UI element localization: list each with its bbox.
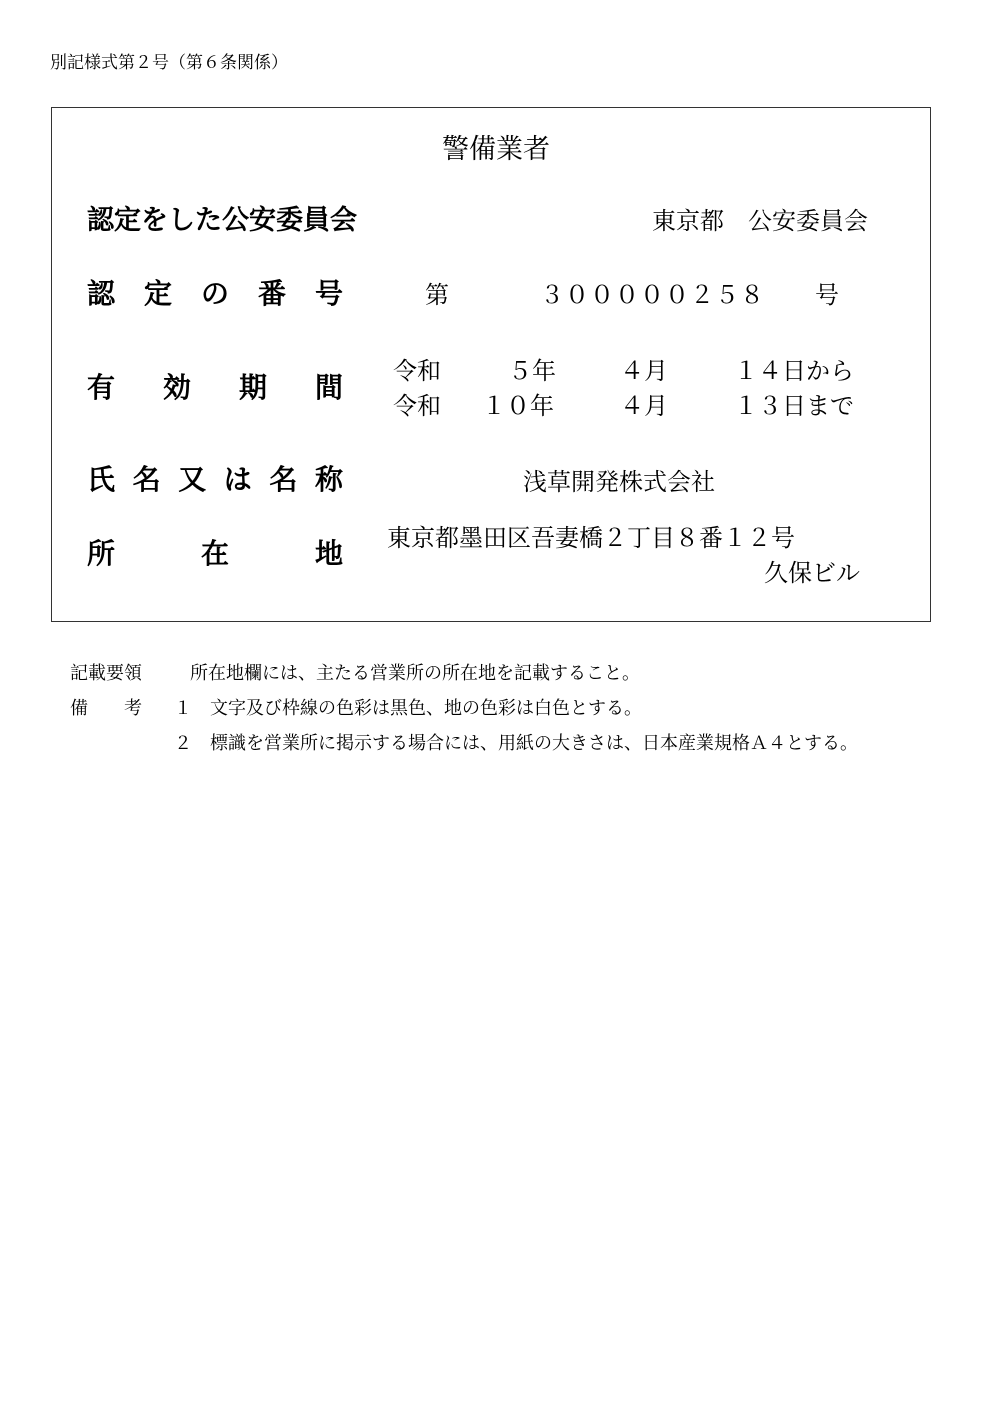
label-char: 有 — [87, 371, 116, 404]
label-char: 名 — [132, 463, 161, 496]
label-char: 期 — [238, 371, 267, 404]
commission-label: 認定をした公安委員会 — [87, 205, 357, 236]
commission-value: 東京都 公安委員会 — [652, 207, 868, 235]
validity-start-day: １４日から — [734, 357, 854, 385]
validity-end-month: ４月 — [620, 392, 668, 420]
remark-2-text: 標識を営業所に掲示する場合には、用紙の大きさは、日本産業規格Ａ４とする。 — [210, 733, 858, 754]
label-char: 地 — [314, 537, 343, 570]
address-label — [87, 532, 343, 572]
validity-label — [87, 366, 343, 406]
validity-start-era: 令和 — [393, 357, 441, 385]
remark-1-text: 文字及び枠線の色彩は黒色、地の色彩は白色とする。 — [210, 698, 642, 719]
label-char: 氏 — [87, 463, 116, 496]
label-char: 番 — [257, 277, 286, 310]
instructions-text: 所在地欄には、主たる営業所の所在地を記載すること。 — [190, 663, 640, 684]
form-reference: 別記様式第２号（第６条関係） — [50, 53, 288, 73]
validity-end-day: １３日まで — [734, 392, 854, 420]
name-label — [87, 458, 343, 498]
cert-number-suffix: 号 — [815, 281, 839, 309]
validity-start-year: ５年 — [508, 357, 556, 385]
label-char: 所 — [87, 537, 116, 570]
remark-1-number: １ — [174, 698, 192, 719]
company-name: 浅草開発株式会社 — [523, 468, 715, 496]
label-char: の — [200, 277, 229, 310]
validity-end-era: 令和 — [393, 392, 441, 420]
validity-end-year: １０年 — [482, 392, 554, 420]
label-char: 称 — [314, 463, 343, 496]
instructions-label: 記載要領 — [70, 663, 142, 684]
label-char: 又 — [178, 463, 207, 496]
address-line2: 久保ビル — [764, 559, 860, 587]
label-char: 効 — [162, 371, 191, 404]
validity-start-month: ４月 — [620, 357, 668, 385]
remarks-label: 備 考 — [70, 698, 142, 719]
label-char: 認 — [87, 277, 116, 310]
label-char: は — [223, 463, 252, 496]
label-char: 号 — [314, 277, 343, 310]
label-char: 間 — [314, 371, 343, 404]
cert-number-label — [87, 272, 343, 312]
cert-number-prefix: 第 — [425, 281, 449, 309]
label-char: 定 — [143, 277, 172, 310]
remark-2-number: ２ — [174, 733, 192, 754]
label-char: 名 — [269, 463, 298, 496]
sign-title: 警備業者 — [442, 134, 550, 165]
address-line1: 東京都墨田区吾妻橋２丁目８番１２号 — [387, 524, 795, 552]
label-char: 在 — [200, 537, 229, 570]
cert-number-value: ３０００００２５８ — [540, 281, 765, 309]
